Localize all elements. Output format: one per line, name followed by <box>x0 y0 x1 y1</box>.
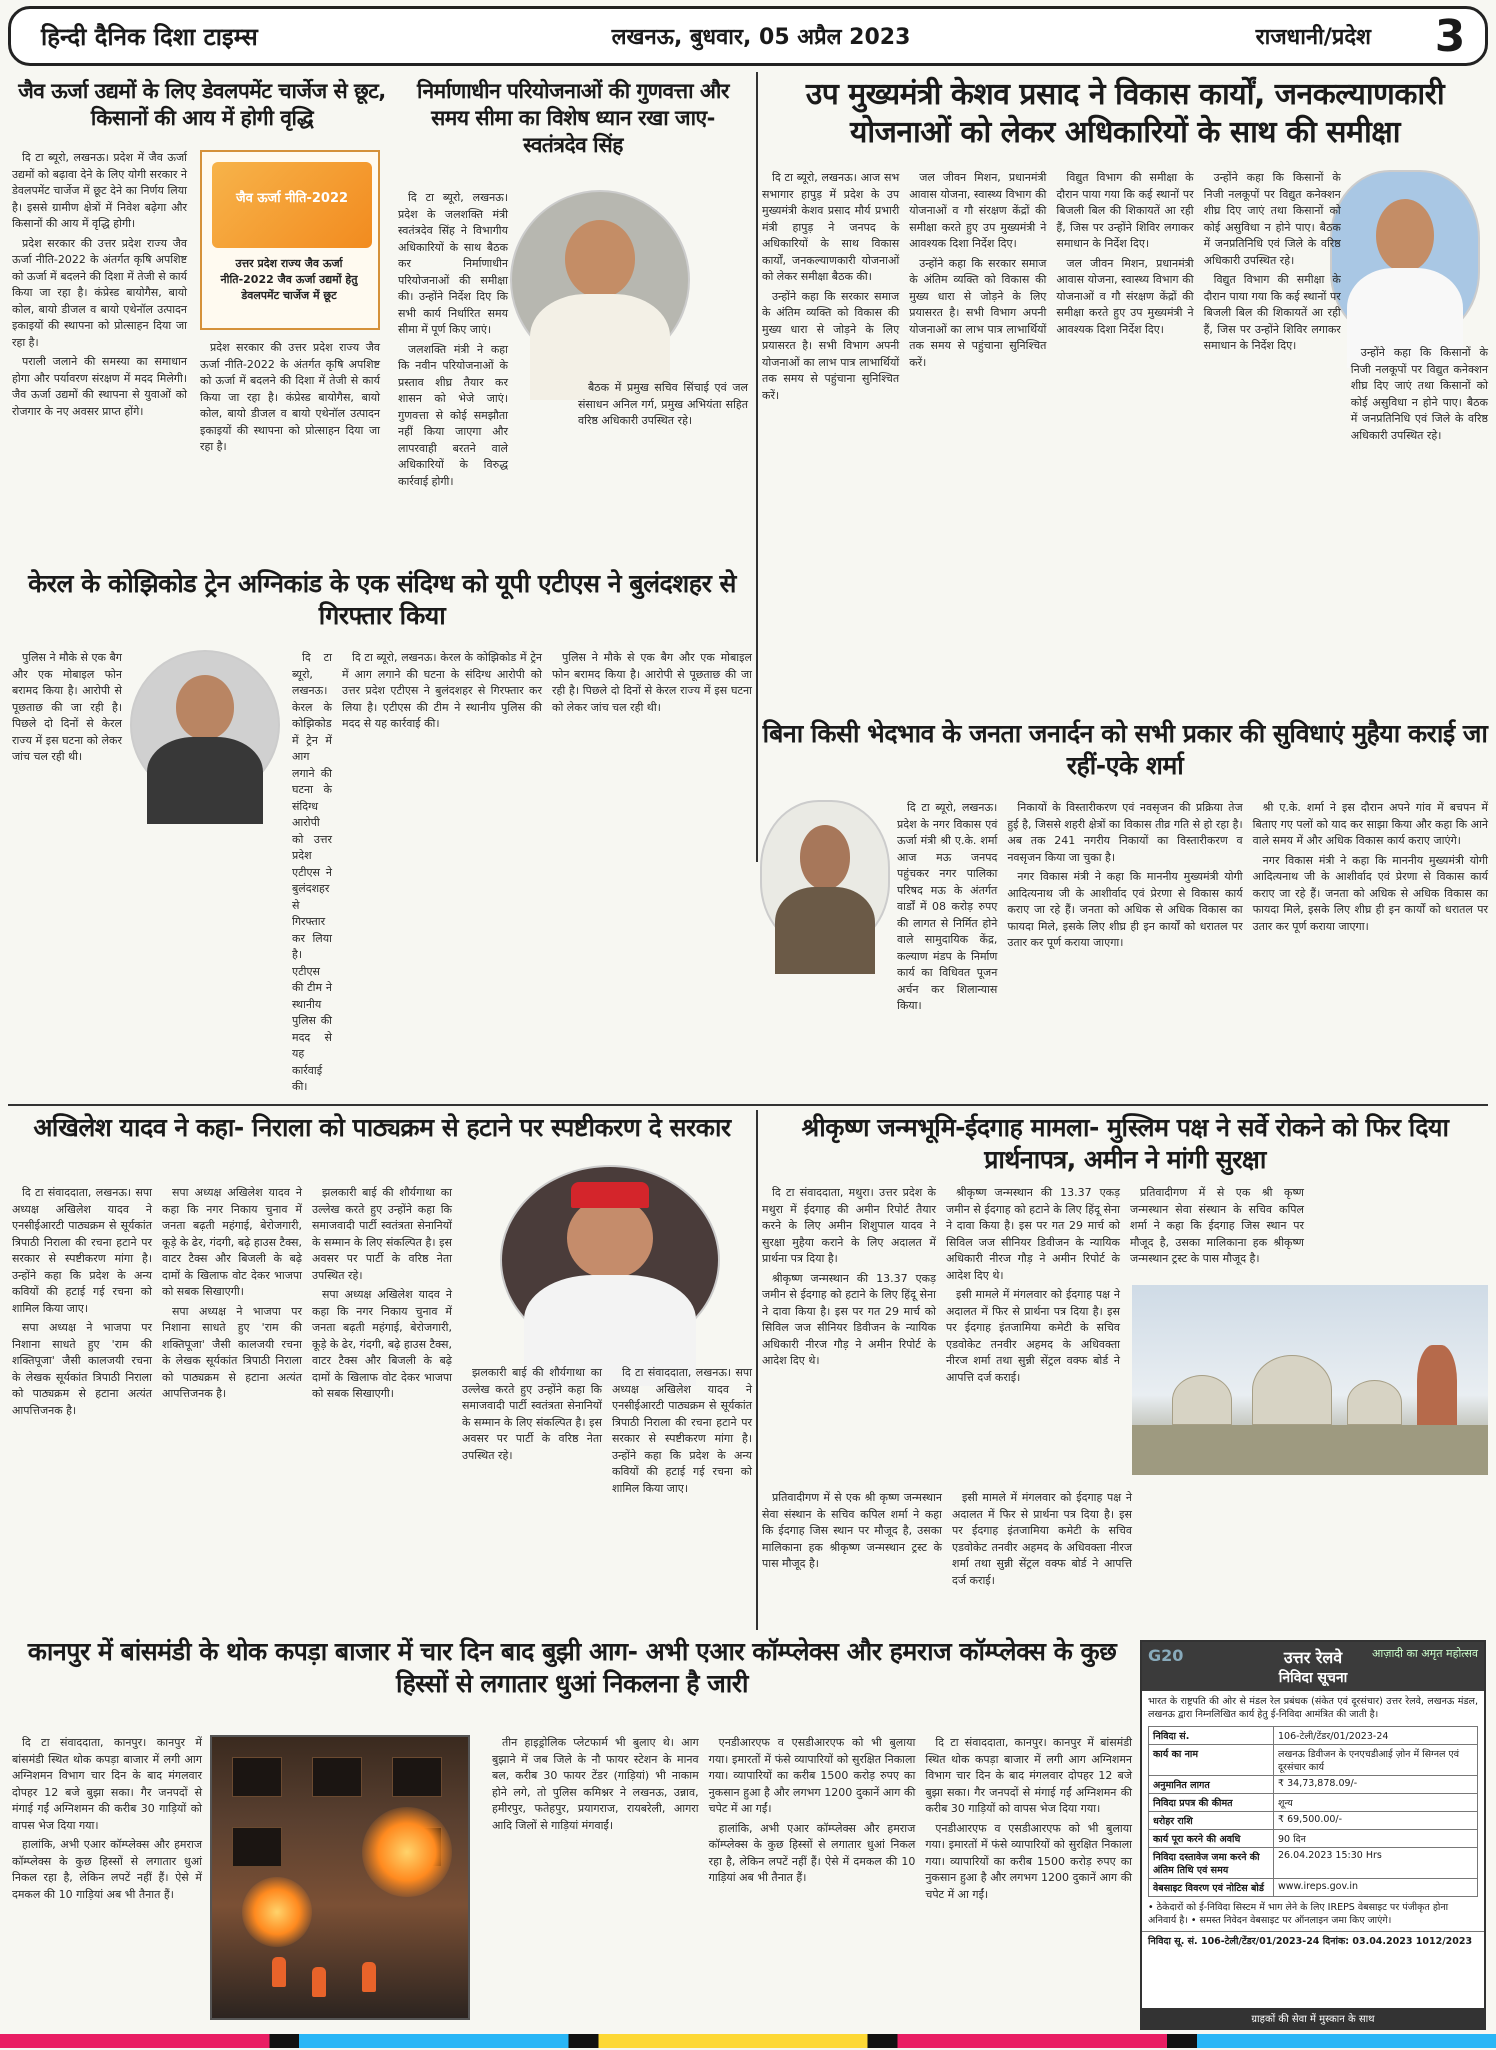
dateline: लखनऊ, बुधवार, 05 अप्रैल 2023 <box>611 25 911 50</box>
tender-row-value: 26.04.2023 15:30 Hrs <box>1274 1847 1478 1878</box>
tender-row-key: वेबसाइट विवरण एवं नोटिस बोर्ड <box>1149 1878 1274 1896</box>
tender-row-key: अनुमानित लागत <box>1149 1775 1274 1793</box>
tender-row-value: 106-टेली/टेंडर/01/2023-24 <box>1274 1726 1478 1744</box>
ad-text: उत्तर प्रदेश राज्य जैव ऊर्जा नीति-2022 जैव ऊर्जा उद्यमों हेतु डेवलपमेंट चार्जेज में छूट <box>220 257 358 302</box>
tender-row <box>1149 1829 1478 1847</box>
column-divider <box>756 72 758 862</box>
tender-row-key: निविदा प्रपत्र की कीमत <box>1149 1793 1274 1811</box>
article-ak-sharma: दि टा ब्यूरो, लखनऊ। प्रदेश के नगर विकास एवं ऊर्जा मंत्री श्री ए.के. शर्मा आज मऊ जनपद पहुंचकर नगर पालिका परिषद मऊ के अंतर्गत वार्डों में 08 करोड़ रुपए की लागत से निर्मित होने वाले सामुदायिक केंद्र, कल्याण मंडप के निर्माण कार्य का विधिवत पूजन अर्चन कर शिलान्यास किया। निकायों के विस्तारीकरण एवं नवसृजन की प्रक्रिया तेज हुई है, जिससे शहरी क्षेत्रों का विकास तीव्र गति से हो रहा है। अब तक 241 नगरीय निकायों का विस्तारीकरण व नवसृजन किया जा चुका है। नगर विकास मंत्री ने कहा कि माननीय मुख्यमंत्री योगी आदित्यनाथ जी के आशीर्वाद एवं प्रेरणा से विकास कार्य कराए जा रहे हैं। जनता को अधिक से अधिक विकास का फायदा मिले, इसके लिए शीघ्र ही इन कार्यों को धरातल पर उतार कर पूर्ण कराया जाएगा। श्री ए.के. शर्मा ने इस दौरान अपने गांव में बचपन में बिताए गए पलों को याद कर साझा किया और कहा कि आने वाले समय में और अधिक विकास कार्य कराए जाएंगे। नगर विकास मंत्री ने कहा कि माननीय मुख्यमंत्री योगी आदित्यनाथ जी के आशीर्वाद एवं प्रेरणा से विकास कार्य कराए जा रहे हैं। जनता को अधिक से अधिक विकास का फायदा मिले, इसके लिए शीघ्र ही इन कार्यों को धरातल पर उतार कर पूर्ण कराया जाएगा। <box>897 801 1488 1012</box>
tender-footer: निविदा सू. सं. 106-टेली/टेंडर/01/2023-24 दिनांक: 03.04.2023 1012/2023 <box>1142 1931 1484 1949</box>
headline-projects: निर्माणाधीन परियोजनाओं की गुणवत्ता और समय सीमा का विशेष ध्यान रखा जाए- स्वतंत्रदेव सिंह <box>417 79 729 157</box>
tender-row <box>1149 1726 1478 1744</box>
article-body: दि टा ब्यूरो, लखनऊ। प्रदेश में जैव ऊर्जा उद्यमों को बढ़ावा देने के लिए योगी सरकार ने डेवलपमेंट चार्जेज में छूट देने का निर्णय लिया है। इससे ग्रामीण क्षेत्रों में निवेश बढ़ेगा और किसानों की आय में वृद्धि होगी। प्रदेश सरकार की उत्तर प्रदेश राज्य जैव ऊर्जा नीति-2022 के अंतर्गत कृषि अपशिष्ट को ऊर्जा में बदलने की दिशा में तेजी से कार्य किया जा रहा है। कंप्रेस्ड बायोगैस, बायो कोल, बायो डीजल व बायो एथेनॉल उत्पादन इकाइयों की स्थापना को प्रोत्साहन दिया जा रहा है। पराली जलाने की समस्या का समाधान होगा और पर्यावरण संरक्षण में मदद मिलेगी। जैव ऊर्जा उद्यमों की स्थापना से युवाओं को रोजगार के नए अवसर प्राप्त होंगे। <box>12 151 187 418</box>
tender-row <box>1149 1811 1478 1829</box>
tender-row <box>1149 1793 1478 1811</box>
tender-row <box>1149 1775 1478 1793</box>
section-tag: राजधानी/प्रदेश <box>1255 25 1371 50</box>
column-divider-2 <box>756 1110 758 1630</box>
headline-akhilesh: अखिलेश यादव ने कहा- निराला को पाठ्यक्रम से हटाने पर स्पष्टीकरण दे सरकार <box>33 1113 731 1142</box>
tender-row-key: कार्य का नाम <box>1149 1744 1274 1775</box>
headline-kerala-train: केरल के कोझिकोड ट्रेन अग्निकांड के एक संदिग्ध को यूपी एटीएस ने बुलंदशहर से गिरफ्तार किया <box>28 569 736 630</box>
tender-row <box>1149 1847 1478 1878</box>
tender-row-value: ₹ 34,73,878.09/- <box>1274 1775 1478 1793</box>
tender-notice <box>1140 1640 1486 2030</box>
bio-energy-ad <box>200 150 380 330</box>
section-divider <box>8 1104 1488 1106</box>
article-bio-energy <box>12 150 187 570</box>
tender-table <box>1148 1726 1478 1897</box>
article-krishna: दि टा संवाददाता, मथुरा। उत्तर प्रदेश के मथुरा में ईदगाह की अमीन रिपोर्ट तैयार करने के लिए अमीन शिशुपाल यादव ने सुरक्षा मुहैया कराने के लिए अदालत में प्रार्थना पत्र दिया है। श्रीकृष्ण जन्मस्थान की 13.37 एकड़ जमीन से ईदगाह को हटाने के लिए हिंदू सेना ने दावा किया है। इस पर गत 29 मार्च को सिविल जज सीनियर डिवीजन के न्यायिक अधिकारी नीरज गौड़ ने अमीन रिपोर्ट के आदेश दिए थे। श्रीकृष्ण जन्मस्थान की 13.37 एकड़ जमीन से ईदगाह को हटाने के लिए हिंदू सेना ने दावा किया है। इस पर गत 29 मार्च को सिविल जज सीनियर डिवीजन के न्यायिक अधिकारी नीरज गौड़ ने अमीन रिपोर्ट के आदेश दिए थे। इसी मामले में मंगलवार को ईदगाह पक्ष ने अदालत में फिर से प्रार्थना पत्र दिया है। इस पर ईदगाह इंतजामिया कमेटी के सचिव एडवोकेट तनवीर अहमद के अधिवक्ता नीरज शर्मा तथा सुन्नी सेंट्रल वक्फ बोर्ड ने आपत्ति दर्ज कराई। प्रतिवादीगण में से एक श्री कृष्ण जन्मस्थान सेवा संस्थान के सचिव कपिल शर्मा ने कहा कि ईदगाह जिस स्थान पर मौजूद है, उसका मालिकाना हक श्रीकृष्ण जन्मस्थान ट्रस्ट के पास मौजूद है। <box>762 1186 1304 1384</box>
headline-keshav: उप मुख्यमंत्री केशव प्रसाद ने विकास कार्यों, जनकल्याणकारी योजनाओं को लेकर अधिकारियों के साथ की समीक्षा <box>805 77 1445 151</box>
article-akhilesh: दि टा संवाददाता, लखनऊ। सपा अध्यक्ष अखिलेश यादव ने एनसीईआरटी पाठ्यक्रम से सूर्यकांत त्रिपाठी निराला की रचना हटाने पर सरकार से स्पष्टीकरण मांगा है। उन्होंने कहा कि प्रदेश के अन्य कवियों की हटाई गई रचना को शामिल किया जाए। सपा अध्यक्ष ने भाजपा पर निशाना साधते हुए 'राम की शक्तिपूजा' जैसी कालजयी रचना के लेखक सूर्यकांत त्रिपाठी निराला को पाठ्यक्रम से हटाना अत्यंत आपत्तिजनक है। सपा अध्यक्ष अखिलेश यादव ने कहा कि नगर निकाय चुनाव में जनता बढ़ती महंगाई, बेरोजगारी, कूड़े के ढेर, गंदगी, बढ़े हाउस टैक्स, वाटर टैक्स और बिजली के बढ़े दामों के खिलाफ वोट देकर भाजपा को सबक सिखाएगी। सपा अध्यक्ष ने भाजपा पर निशाना साधते हुए 'राम की शक्तिपूजा' जैसी कालजयी रचना के लेखक सूर्यकांत त्रिपाठी निराला को पाठ्यक्रम से हटाना अत्यंत आपत्तिजनक है। झलकारी बाई की शौर्यगाथा का उल्लेख करते हुए उन्होंने कहा कि समाजवादी पार्टी स्वतंत्रता सेनानियों के सम्मान के लिए संकल्पित है। इस अवसर पर पार्टी के वरिष्ठ नेता उपस्थित रहे। सपा अध्यक्ष अखिलेश यादव ने कहा कि नगर निकाय चुनाव में जनता बढ़ती महंगाई, बेरोजगारी, कूड़े के ढेर, गंदगी, बढ़े हाउस टैक्स, वाटर टैक्स और बिजली के बढ़े दामों के खिलाफ वोट देकर भाजपा को सबक सिखाएगी। झलकारी बाई की शौर्यगाथा का उल्लेख करते हुए उन्होंने कहा कि समाजवादी पार्टी स्वतंत्रता सेनानियों के सम्मान के लिए संकल्पित है। इस अवसर पर पार्टी के वरिष्ठ नेता उपस्थित रहे। दि टा संवाददाता, लखनऊ। सपा अध्यक्ष अखिलेश यादव ने एनसीईआरटी पाठ्यक्रम से सूर्यकांत त्रिपाठी निराला की रचना हटाने पर सरकार से स्पष्टीकरण मांगा है। उन्होंने कहा कि प्रदेश के अन्य कवियों की हटाई गई रचना को शामिल किया जाए। <box>12 1186 752 1495</box>
tender-row-key: कार्य पूरा करने की अवधि <box>1149 1829 1274 1847</box>
ad-label: जैव ऊर्जा नीति-2022 <box>235 191 349 206</box>
headline-kanpur: कानपुर में बांसमंडी के थोक कपड़ा बाजार में चार दिन बाद बुझी आग- अभी एआर कॉम्प्लेक्स और हमराज कॉम्प्लेक्स के कुछ हिस्सों से लगातार धुआं निकलना है जारी <box>27 1637 1117 1698</box>
tender-row-value: ₹ 69,500.00/- <box>1274 1811 1478 1829</box>
tender-header <box>1142 1642 1484 1691</box>
page-number: 3 <box>1434 11 1466 62</box>
paper-name: हिन्दी दैनिक दिशा टाइम्स <box>41 21 258 51</box>
tender-row-value: लखनऊ डिवीजन के एनएचडीआई ज़ोन में सिग्नल एवं दूरसंचार कार्य <box>1274 1744 1478 1775</box>
color-bar <box>0 2034 1496 2048</box>
article-bio-energy-cont: प्रदेश सरकार की उत्तर प्रदेश राज्य जैव ऊर्जा नीति-2022 के अंतर्गत कृषि अपशिष्ट को ऊर्जा में बदलने की दिशा में तेजी से कार्य किया जा रहा है। कंप्रेस्ड बायोगैस, बायो कोल, बायो डीजल व बायो एथेनॉल उत्पादन इकाइयों की स्थापना को प्रोत्साहन दिया जा रहा है। <box>200 341 380 453</box>
tender-title: निविदा सूचना <box>1278 1670 1348 1686</box>
tender-row-key: धरोहर राशि <box>1149 1811 1274 1829</box>
headline-bio-energy: जैव ऊर्जा उद्यमों के लिए डेवलपमेंट चार्जेज से छूट, किसानों की आय में होगी वृद्धि <box>18 79 386 130</box>
tender-intro: भारत के राष्ट्रपति की ओर से मंडल रेल प्रबंधक (संकेत एवं दूरसंचार) उत्तर रेलवे, लखनऊ मंडल, लखनऊ द्वारा निम्नलिखित कार्य हेतु ई-निविदा आमंत्रित की जाती है। <box>1148 1696 1478 1721</box>
article-kanpur: दि टा संवाददाता, कानपुर। कानपुर में बांसमंडी स्थित थोक कपड़ा बाजार में लगी आग अग्निशमन विभाग चार दिन के बाद मंगलवार दोपहर 12 बजे बुझा सका। गैर जनपदों से मंगाई गईं अग्निशमन की करीब 30 गाड़ियों को वापस भेज दिया गया। हालांकि, अभी एआर कॉम्प्लेक्स और हमराज कॉम्प्लेक्स के कुछ हिस्सों से लगातार धुआं निकल रहा है, लेकिन लपटें नहीं हैं। ऐसे में दमकल की 10 गाड़ियां अब भी तैनात हैं। तीन हाइड्रोलिक प्लेटफार्म भी बुलाए थे। आग बुझाने में जब जिले के नौ फायर स्टेशन के मानव बल, करीब 30 फायर टेंडर (गाड़ियां) भी नाकाम होने लगे, तो पुलिस कमिश्नर ने लखनऊ, उन्नाव, हमीरपुर, फतेहपुर, प्रयागराज, रायबरेली, आगरा आदि जिलों से गाड़ियां मंगवाईं। एनडीआरएफ व एसडीआरएफ को भी बुलाया गया। इमारतों में फंसे व्यापारियों को सुरक्षित निकाला गया। व्यापारियों का करीब 1500 करोड़ रुपए का नुकसान हुआ है और लगभग 1200 दुकानें आग की चपेट में आ गईं। हालांकि, अभी एआर कॉम्प्लेक्स और हमराज कॉम्प्लेक्स के कुछ हिस्सों से लगातार धुआं निकल रहा है, लेकिन लपटें नहीं हैं। ऐसे में दमकल की 10 गाड़ियां अब भी तैनात हैं। दि टा संवाददाता, कानपुर। कानपुर में बांसमंडी स्थित थोक कपड़ा बाजार में लगी आग अग्निशमन विभाग चार दिन के बाद मंगलवार दोपहर 12 बजे बुझा सका। गैर जनपदों से मंगाई गईं अग्निशमन की करीब 30 गाड़ियों को वापस भेज दिया गया। एनडीआरएफ व एसडीआरएफ को भी बुलाया गया। इमारतों में फंसे व्यापारियों को सुरक्षित निकाला गया। व्यापारियों का करीब 1500 करोड़ रुपए का नुकसान हुआ है और लगभग 1200 दुकानें आग की चपेट में आ गईं। <box>12 1736 1132 1901</box>
headline-krishna: श्रीकृष्ण जन्मभूमि-ईदगाह मामला- मुस्लिम पक्ष ने सर्वे रोकने को फिर दिया प्रार्थनापत्र, अमीन ने मांगी सुरक्षा <box>801 1113 1449 1174</box>
tender-row-value: शून्य <box>1274 1793 1478 1811</box>
tender-notes: • ठेकेदारों को ई-निविदा सिस्टम में भाग लेने के लिए IREPS वेबसाइट पर पंजीकृत होना अनिवार्य है। • समस्त निवेदन वेबसाइट पर ऑनलाइन जमा किए जाएंगे। <box>1148 1901 1449 1926</box>
tender-row <box>1149 1744 1478 1775</box>
railway-name: उत्तर रेलवे <box>1283 1648 1343 1667</box>
headline-ak-sharma: बिना किसी भेदभाव के जनता जनार्दन को सभी प्रकार की सुविधाएं मुहैया कराई जा रहीं-एके शर्मा <box>762 719 1488 780</box>
article-kerala-train: पुलिस ने मौके से एक बैग और एक मोबाइल फोन बरामद किया है। आरोपी से पूछताछ की जा रही है। पिछले दो दिनों से केरल राज्य में इस घटना को लेकर जांच चल रही थी। दि टा ब्यूरो, लखनऊ। केरल के कोझिकोड में ट्रेन में आग लगाने की घटना के संदिग्ध आरोपी को उत्तर प्रदेश एटीएस ने बुलंदशहर से गिरफ्तार कर लिया है। एटीएस की टीम ने स्थानीय पुलिस की मदद से यह कार्रवाई की। दि टा ब्यूरो, लखनऊ। केरल के कोझिकोड में ट्रेन में आग लगाने की घटना के संदिग्ध आरोपी को उत्तर प्रदेश एटीएस ने बुलंदशहर से गिरफ्तार कर लिया है। एटीएस की टीम ने स्थानीय पुलिस की मदद से यह कार्रवाई की। पुलिस ने मौके से एक बैग और एक मोबाइल फोन बरामद किया है। आरोपी से पूछताछ की जा रही है। पिछले दो दिनों से केरल राज्य में इस घटना को लेकर जांच चल रही थी। <box>12 651 752 1093</box>
tender-row-value: www.ireps.gov.in <box>1274 1878 1478 1896</box>
tender-row-value: 90 दिन <box>1274 1829 1478 1847</box>
tender-slogan: ग्राहकों की सेवा में मुस्कान के साथ <box>1142 2008 1484 2028</box>
tender-row-key: निविदा दस्तावेज जमा करने की अंतिम तिथि एवं समय <box>1149 1847 1274 1878</box>
tender-row-key: निविदा सं. <box>1149 1726 1274 1744</box>
tender-row <box>1149 1878 1478 1896</box>
article-keshav: दि टा ब्यूरो, लखनऊ। आज सभ सभागार हापुड़ में प्रदेश के उप मुख्यमंत्री केशव प्रसाद मौर्य प्रभारी मंत्री हापुड़ ने जनपद के अधिकारियों के साथ विकास कार्यों, जनकल्याणकारी योजनाओं को लेकर समीक्षा बैठक की। उन्होंने कहा कि सरकार समाज के अंतिम व्यक्ति को विकास की मुख्य धारा से जोड़ने के लिए प्रयासरत है। सभी विभाग अपनी योजनाओं का लाभ पात्र लाभार्थियों तक समय से पहुंचाना सुनिश्चित करें। जल जीवन मिशन, प्रधानमंत्री आवास योजना, स्वास्थ्य विभाग की योजनाओं व गौ संरक्षण केंद्रों की समीक्षा करते हुए उप मुख्यमंत्री ने आवश्यक दिशा निर्देश दिए। उन्होंने कहा कि सरकार समाज के अंतिम व्यक्ति को विकास की मुख्य धारा से जोड़ने के लिए प्रयासरत है। सभी विभाग अपनी योजनाओं का लाभ पात्र लाभार्थियों तक समय से पहुंचाना सुनिश्चित करें। विद्युत विभाग की समीक्षा के दौरान पाया गया कि कई स्थानों पर बिजली बिल की शिकायतें आ रही हैं, जिस पर उन्होंने शिविर लगाकर समाधान के निर्देश दिए। जल जीवन मिशन, प्रधानमंत्री आवास योजना, स्वास्थ्य विभाग की योजनाओं व गौ संरक्षण केंद्रों की समीक्षा करते हुए उप मुख्यमंत्री ने आवश्यक दिशा निर्देश दिए। उन्होंने कहा कि किसानों के निजी नलकूपों पर विद्युत कनेक्शन शीघ्र दिए जाएं तथा किसानों को कोई असुविधा न होने पाए। बैठक में जनप्रतिनिधि एवं जिले के वरिष्ठ अधिकारी उपस्थित रहे। विद्युत विभाग की समीक्षा के दौरान पाया गया कि कई स्थानों पर बिजली बिल की शिकायतें आ रही हैं, जिस पर उन्होंने शिविर लगाकर समाधान के निर्देश दिए। उन्होंने कहा कि किसानों के निजी नलकूपों पर विद्युत कनेक्शन शीघ्र दिए जाएं तथा किसानों को कोई असुविधा न होने पाए। बैठक में जनप्रतिनिधि एवं जिले के वरिष्ठ अधिकारी उपस्थित रहे। <box>762 171 1488 442</box>
article-projects: दि टा ब्यूरो, लखनऊ। प्रदेश के जलशक्ति मंत्री स्वतंत्रदेव सिंह ने विभागीय अधिकारियों के साथ बैठक कर निर्माणाधीन परियोजनाओं की समीक्षा की। उन्होंने निर्देश दिए कि सभी कार्य निर्धारित समय सीमा में पूर्ण किए जाएं। जलशक्ति मंत्री ने कहा कि नवीन परियोजनाओं के प्रस्ताव शीघ्र तैयार कर शासन को भेजे जाएं। गुणवत्ता से कोई समझौता नहीं किया जाएगा और लापरवाही बरतने वाले अधिकारियों के विरुद्ध कार्रवाई होगी। बैठक में प्रमुख सचिव सिंचाई एवं जल संसाधन अनिल गर्ग, प्रमुख अभियंता सहित वरिष्ठ अधिकारी उपस्थित रहे। <box>398 191 748 488</box>
article-krishna-lower: प्रतिवादीगण में से एक श्री कृष्ण जन्मस्थान सेवा संस्थान के सचिव कपिल शर्मा ने कहा कि ईदगाह जिस स्थान पर मौजूद है, उसका मालिकाना हक श्रीकृष्ण जन्मस्थान ट्रस्ट के पास मौजूद है। इसी मामले में मंगलवार को ईदगाह पक्ष ने अदालत में फिर से प्रार्थना पत्र दिया है। इस पर ईदगाह इंतजामिया कमेटी के सचिव एडवोकेट तनवीर अहमद के अधिवक्ता नीरज शर्मा तथा सुन्नी सेंट्रल वक्फ बोर्ड ने आपत्ति दर्ज कराई। <box>762 1491 1132 1587</box>
azadi-logo: आज़ादी का अमृत महोत्सव <box>1372 1647 1478 1660</box>
g20-logo: G20 <box>1148 1646 1184 1665</box>
masthead <box>8 6 1488 66</box>
